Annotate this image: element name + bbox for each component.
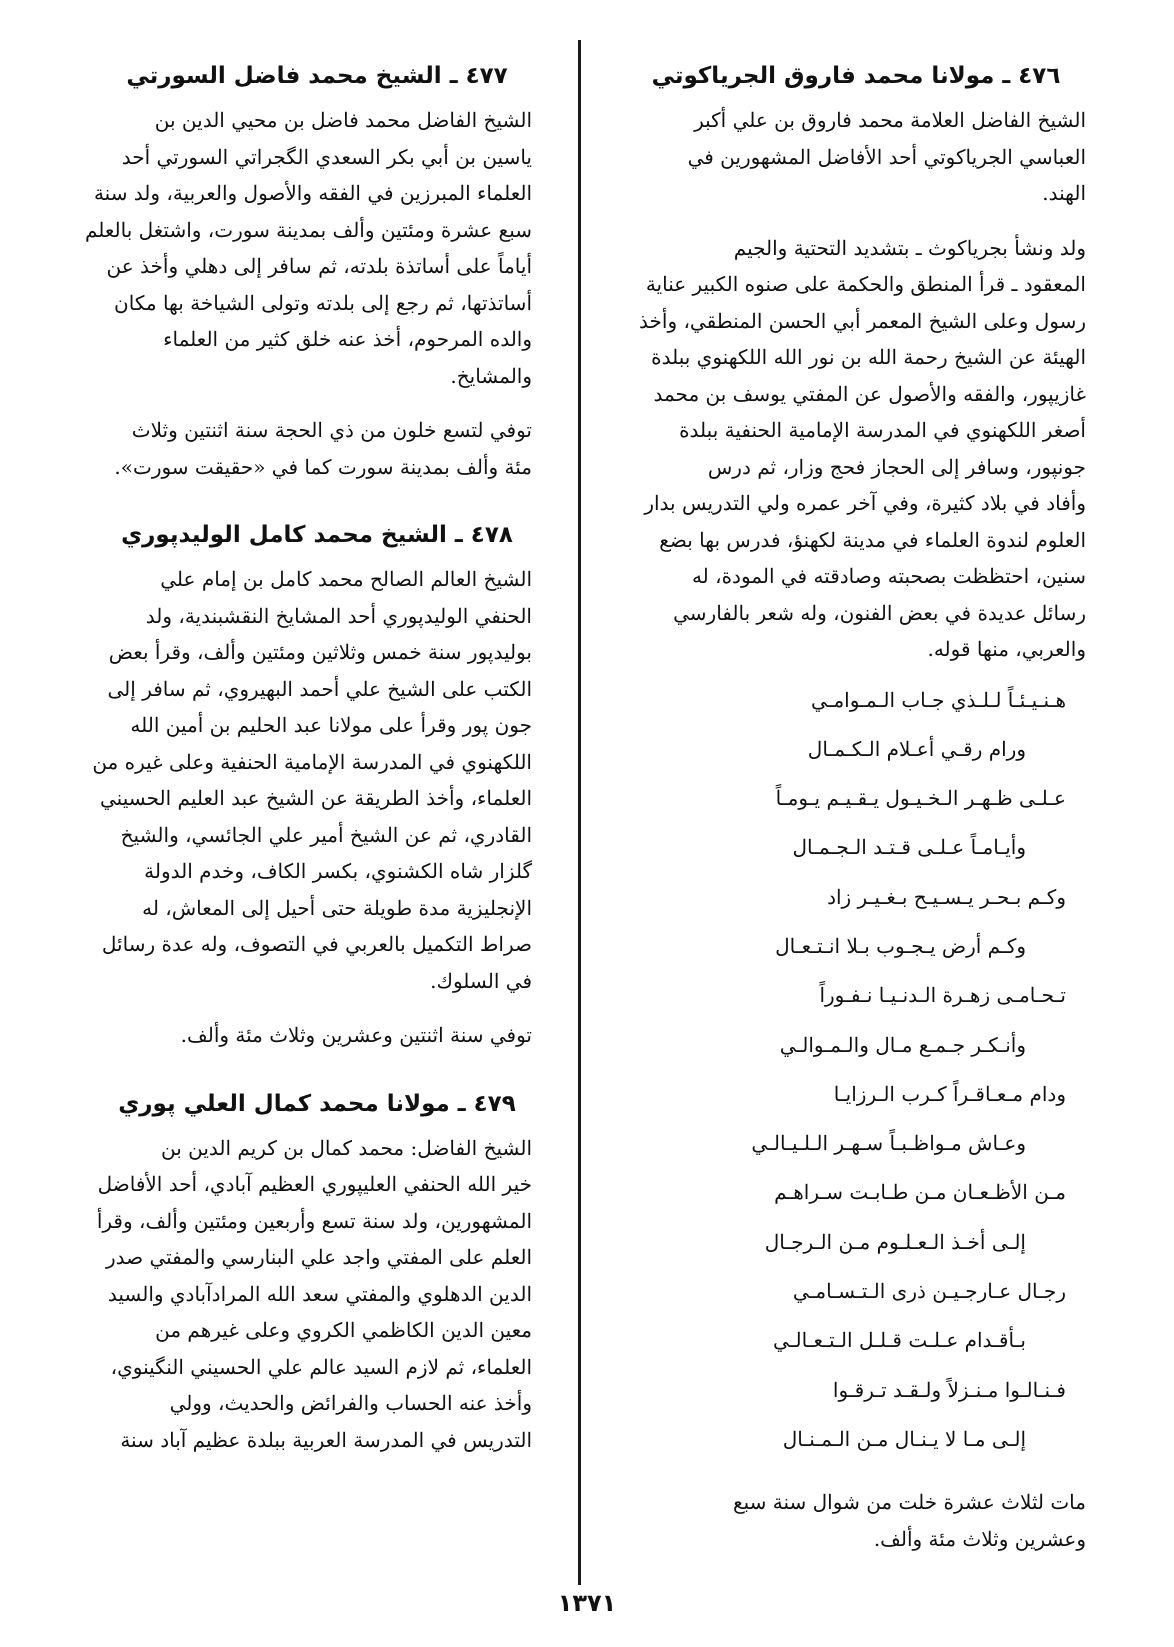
entry-479-heading: ٤٧٩ ـ مولانا محمد كمال العلي پوري xyxy=(118,1090,516,1117)
text-line: والعربي، منها قوله. xyxy=(927,637,1086,661)
text-line: مئة وألف بمدينة سورت كما في «حقيقت سورت». xyxy=(114,454,532,479)
text-line: الشيخ العالم الصالح محمد كامل بن إمام علي xyxy=(160,567,532,591)
text-line: العلماء المبرزين في الفقه والأصول والعربية، ولد سنة xyxy=(93,181,532,205)
text-line: سبع عشرة ومئتين وألف بمدينة سورت، واشتغل بالعلم xyxy=(84,217,532,242)
poem xyxy=(596,682,1116,1471)
entry-478-heading: ٤٧٨ ـ الشيخ محمد كامل الوليدپوري xyxy=(121,522,513,548)
text-line: مات لثلاث عشرة خلت من شوال سنة سبع xyxy=(732,1490,1086,1515)
text-line: ياسين بن أبي بكر السعدي الگجراتي السورتي أحد xyxy=(121,144,532,169)
entry-476-para-2 xyxy=(596,230,1116,668)
poem-verse: وأيـامـاً عـلـى قـتـد الـجـمـال xyxy=(792,835,1026,860)
text-line: الهيئة عن الشيخ رحمة الله بن نور الله اللكهنوي ببلدة xyxy=(651,345,1086,369)
entry-477-heading: ٤٧٧ ـ الشيخ محمد فاضل السورتي xyxy=(126,63,508,89)
text-line: وعشرين وثلاث مئة وألف. xyxy=(873,1526,1086,1551)
entry-477-para-1 xyxy=(72,102,562,394)
text-line: بوليدپور سنة خمس وثلاثين ومئتين وألف، وقرأ بعض xyxy=(108,640,532,664)
text-line: توفي سنة اثنتين وعشرين وثلاث مئة وألف. xyxy=(180,1023,532,1047)
text-line: صراط التكميل بالعربي في التصوف، وله عدة رسائل xyxy=(101,932,532,956)
text-line: جونپور، وسافر إلى الحجاز فحج وزار، ثم درس xyxy=(707,454,1086,479)
text-line: العلماء، وأخذ الطريقة عن الشيخ عبد العليم الحسيني xyxy=(100,786,532,810)
poem-verse: مـن الأظـعـان مـن طـابـت سـراهـم xyxy=(774,1180,1066,1205)
text-line: الدين الدهلوي والمفتي سعد الله المرادآبادي والسيد xyxy=(107,1281,532,1306)
entry-478-para-2 xyxy=(72,1017,562,1054)
right-column xyxy=(596,60,1116,1557)
poem-verse: وكـم بـحـر يـسـيـح بـغـيـر زاد xyxy=(827,884,1066,909)
text-line: المشهورين، ولد سنة تسع وأربعين ومئتين وألف، وقرأ xyxy=(96,1208,532,1233)
text-line: والمشايخ. xyxy=(450,363,532,388)
text-line: اللكهنوي في المدرسة الإمامية الحنفية وعلى غيره من xyxy=(92,749,532,774)
text-line: رسائل عديدة في بعض الفنون، وله شعر بالفارسي xyxy=(673,600,1086,625)
entry-476-heading: ٤٧٦ ـ مولانا محمد فاروق الجرياكوتي xyxy=(651,63,1061,89)
poem-verse: تـحـامـى زهـرة الـدنـيـا نـفـوراً xyxy=(819,983,1066,1008)
text-line: رسول وعلى الشيخ المعمر أبي الحسن المنطقي، وأخذ xyxy=(639,308,1086,333)
text-line: وأفاد في بلاد كثيرة، وفي آخر عمره ولي التدريس بدار xyxy=(644,491,1086,515)
column-divider xyxy=(578,40,581,1585)
text-line: گلزار شاه الكشنوي، بكسر الكاف، وخدم الدولة xyxy=(144,859,532,883)
poem-verse: فـنـالـوا مـنـزلاً ولـقـد تـرقـوا xyxy=(832,1377,1066,1402)
text-line: أياماً على أساتذة بلدته، ثم سافر إلى دهلي وأخذ عن xyxy=(106,254,532,278)
poem-verse: رجـال عـارجـيـن ذرى الـتـسـامـي xyxy=(792,1279,1066,1304)
left-column xyxy=(72,60,562,1458)
text-line: العباسي الجرياكوتي أحد الأفاضل المشهورين في xyxy=(687,144,1086,169)
text-line: الشيخ الفاضل محمد فاضل بن محيي الدين بن xyxy=(154,108,532,132)
text-line: سنين، احتظظت بصحبته وصادقته في المودة، له xyxy=(691,564,1086,588)
text-line: توفي لتسع خلون من ذي الحجة سنة اثنتين وثلاث xyxy=(131,418,532,442)
entry-477-para-2 xyxy=(72,412,562,485)
text-line: وأخذ عنه الحساب والفرائض والحديث، وولي xyxy=(169,1391,532,1415)
page-number: ١٣٧١ xyxy=(557,1589,617,1617)
poem-verse: إلـى مـا لا يـنـال مـن الـمـنـال xyxy=(782,1426,1026,1451)
poem-verse: عـلـى ظـهـر الـخـيـول يـقـيـم يـومـاً xyxy=(775,786,1066,811)
text-line: الهند. xyxy=(1042,181,1086,205)
text-line: معين الدين الكاظمي الكروي وعلى غيرهم من xyxy=(155,1318,532,1342)
text-line: العلماء، ثم لازم السيد عالم علي الحسيني النگينوي، xyxy=(110,1354,532,1379)
text-line: أصغر اللكهنوي في المدرسة الإمامية الحنفية ببلدة xyxy=(679,418,1086,442)
text-line: التدريس في المدرسة العربية ببلدة عظيم آباد سنة xyxy=(120,1427,532,1452)
entry-479-para-1 xyxy=(72,1130,562,1459)
text-line: غازيپور، والفقه والأصول عن المفتي يوسف بن محمد xyxy=(653,381,1086,406)
entry-478-para-1 xyxy=(72,561,562,999)
text-line: خير الله الحنفي العليپوري العظيم آبادي، أحد الأفاضل xyxy=(97,1172,532,1196)
text-line: العلم على المفتي واجد علي البنارسي والمفتي صدر xyxy=(105,1245,532,1269)
poem-verse: هـنـيـئـاً لـلـذي جـاب الـمـوامـي xyxy=(810,687,1066,712)
text-line: الشيخ الفاضل: محمد كمال بن كريم الدين بن xyxy=(160,1135,532,1160)
text-line: ولد ونشأ بجرياكوث ـ بتشديد التحتية والجيم xyxy=(733,235,1086,260)
text-line: جون پور وقرأ على مولانا عبد الحليم بن أمين الله xyxy=(130,713,532,737)
text-line: في السلوك. xyxy=(430,968,532,993)
poem-verse: ورام رقـي أعـلام الـكـمـال xyxy=(807,736,1026,761)
text-line: الحنفي الوليدپوري أحد المشايخ النقشبندية، ولد xyxy=(145,603,532,628)
text-line: القادري، ثم عن الشيخ أمير علي الجائسي، والشيخ xyxy=(120,822,532,847)
poem-verse: إلـى أخـذ الـعـلـوم مـن الـرجـال xyxy=(764,1229,1026,1254)
text-line: الشيخ الفاضل العلامة محمد فاروق بن علي أكبر xyxy=(694,108,1086,132)
text-line: الإنجليزية مدة طويلة حتى أحيل إلى المعاش، له xyxy=(142,895,532,920)
poem-verse: وعـاش مـواظـبـاً سـهـر الـلـيـالـي xyxy=(751,1131,1026,1156)
poem-verse: وكـم أرض يـجـوب بـلا انـتـعـال xyxy=(775,933,1026,958)
text-line: أساتذتها، ثم رجع إلى بلدته وتولى الشياخة بها مكان xyxy=(114,290,532,315)
poem-verse: ودام مـعـاقـراً كـرب الـرزايـا xyxy=(833,1081,1066,1106)
text-line: العلوم لندوة العلماء في مدينة لكهنؤ، فدرس بها بضع xyxy=(659,527,1086,552)
entry-476-para-1 xyxy=(596,102,1116,212)
poem-verse: بـأقـدام عـلـت قـلـل الـتـعـالـي xyxy=(772,1328,1026,1353)
text-line: الكتب على الشيخ علي أحمد البهيروي، ثم سافر إلى xyxy=(107,676,532,701)
text-line: المعقود ـ قرأ المنطق والحكمة على صنوه الكبير عناية xyxy=(645,272,1086,296)
text-line: والده المرحوم، أخذ عنه خلق كثير من العلماء xyxy=(163,327,532,351)
entry-476-para-3 xyxy=(596,1484,1116,1557)
poem-verse: وأنـكـر جـمـع مـال والـمـوالـي xyxy=(779,1032,1026,1057)
